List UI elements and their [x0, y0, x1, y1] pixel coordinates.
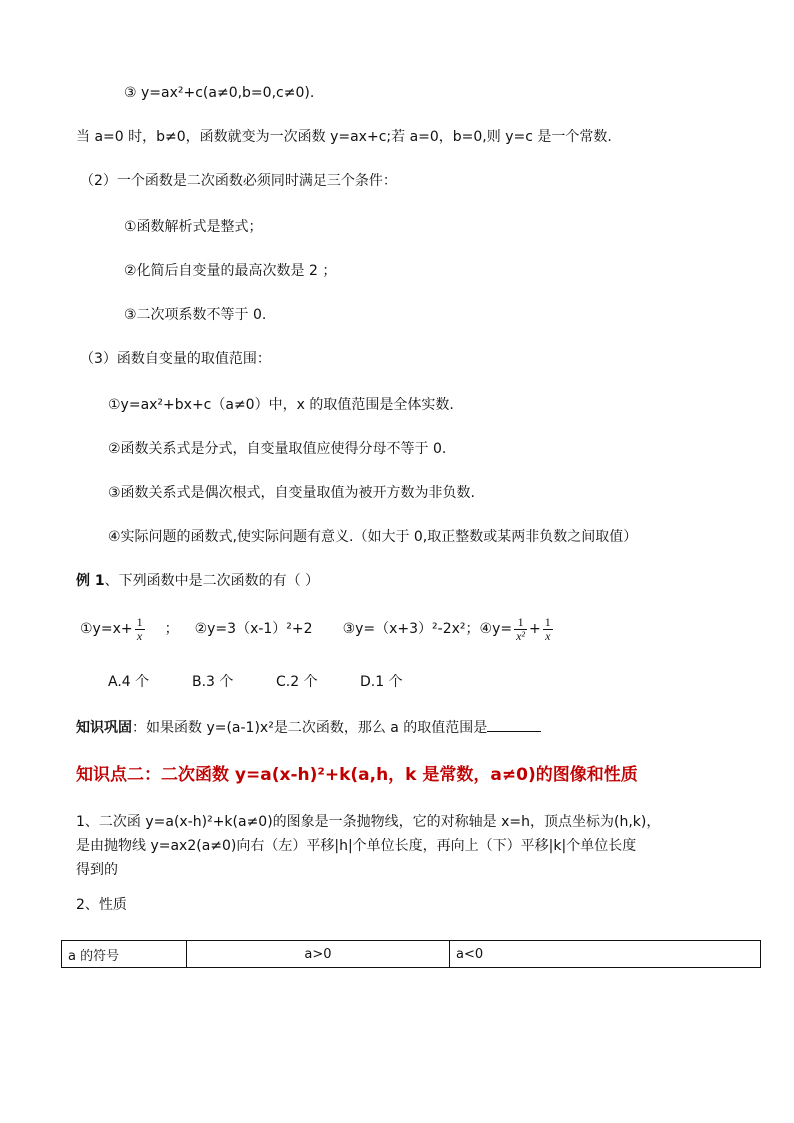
table-header-negative: a<0 — [450, 941, 761, 968]
note-a-zero: 当 a=0 时，b≠0，函数就变为一次函数 y=ax+c;若 a=0，b=0,则 y=c 是一个常数. — [76, 129, 612, 145]
paragraph-1-line-2: 是由抛物线 y=ax2(a≠0)向右（左）平移|h|个单位长度，再向上（下）平移|k|个单位长度 — [76, 838, 637, 854]
option-b: B.3 个 — [192, 674, 234, 690]
option-a: A.4 个 — [108, 674, 150, 690]
requirement-2: ②化简后自变量的最高次数是 2 ； — [124, 263, 337, 279]
function-4-prefix: ④y= — [479, 621, 513, 637]
answer-blank[interactable] — [487, 717, 541, 732]
paragraph-1-line-3: 得到的 — [76, 862, 118, 878]
function-2: ②y=3（x-1）²+2 — [194, 621, 313, 637]
properties-title: 2、性质 — [76, 897, 127, 913]
range-2: ②函数关系式是分式，自变量取值应使得分母不等于 0. — [108, 441, 447, 457]
option-d: D.1 个 — [360, 674, 403, 690]
consolidation-label: 知识巩固 — [76, 720, 132, 736]
example-1-functions — [80, 614, 555, 644]
fraction-1-over-x — [135, 616, 145, 643]
fraction-1-over-x — [543, 616, 553, 643]
function-1-prefix: ①y=x+ — [80, 621, 133, 637]
requirement-1: ①函数解析式是整式； — [124, 219, 263, 235]
requirement-3: ③二次项系数不等于 0. — [124, 307, 267, 323]
example-1-question — [76, 572, 319, 590]
fraction-denominator: x² — [516, 628, 526, 643]
range-1: ①y=ax²+bx+c（a≠0）中，x 的取值范围是全体实数. — [108, 397, 454, 413]
range-4: ④实际问题的函数式,使实际问题有意义.（如大于 0,取正整数或某两非负数之间取值） — [108, 529, 638, 545]
function-3: ③y=（x+3）²-2x²； — [342, 621, 480, 637]
table-header-positive: a>0 — [187, 941, 450, 968]
range-3: ③函数关系式是偶次根式，自变量取值为被开方数为非负数. — [108, 485, 475, 501]
paragraph-1-line-1: 1、二次函 y=a(x-h)²+k(a≠0)的图象是一条抛物线，它的对称轴是 x=h，顶点坐标为(h,k)， — [76, 814, 661, 830]
fraction-numerator: 1 — [514, 616, 527, 630]
example-1-text: 、下列函数中是二次函数的有（ ） — [104, 573, 320, 589]
function-1-separator: ； — [164, 621, 179, 637]
section-2-title: 知识点二：二次函数 y=a(x-h)²+k(a,h，k 是常数，a≠0)的图像和性质 — [76, 765, 638, 785]
heading-3: （3）函数自变量的取值范围： — [80, 351, 271, 367]
consolidation-question — [76, 717, 541, 737]
fraction-1-over-x-squared — [514, 616, 527, 643]
properties-table — [61, 940, 761, 968]
fraction-denominator: x — [545, 628, 551, 643]
fraction-numerator: 1 — [544, 614, 551, 629]
option-c: C.2 个 — [276, 674, 318, 690]
condition-3: ③ y=ax²+c(a≠0,b=0,c≠0). — [124, 85, 315, 101]
example-1-label: 例 1 — [76, 573, 105, 589]
heading-2: （2）一个函数是二次函数必须同时满足三个条件： — [80, 173, 397, 189]
fraction-numerator: 1 — [136, 614, 143, 629]
consolidation-text: ：如果函数 y=(a-1)x²是二次函数，那么 a 的取值范围是 — [132, 720, 488, 736]
function-4-plus: + — [529, 621, 541, 637]
table-row — [62, 941, 761, 968]
fraction-denominator: x — [136, 628, 143, 643]
table-header-sign: a 的符号 — [62, 941, 187, 968]
